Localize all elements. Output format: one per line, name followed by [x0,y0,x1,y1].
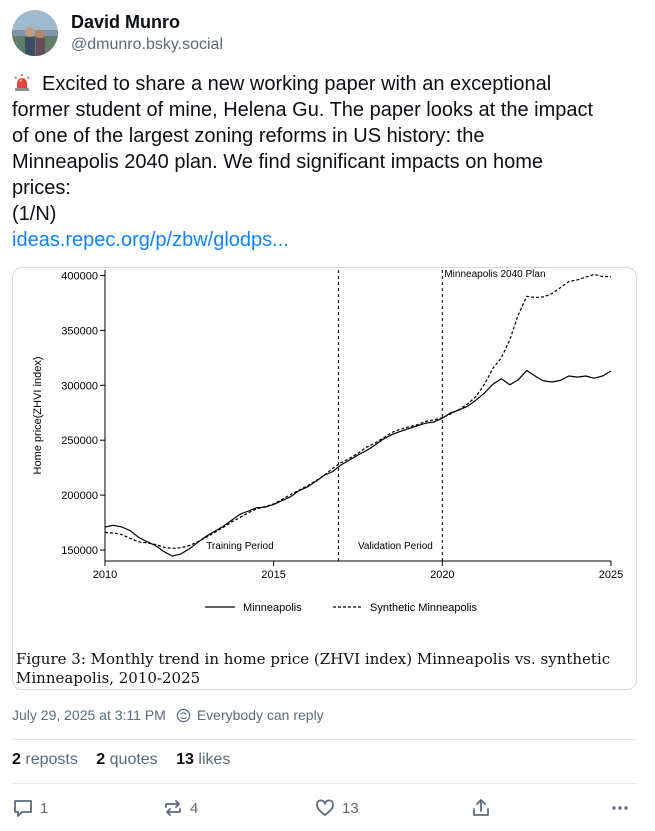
x-tick-label: 2020 [430,569,455,581]
y-tick-label: 300000 [61,380,98,393]
reply-settings-icon [176,708,191,723]
y-axis-label: Home price(ZHVI index) [32,356,44,475]
post-text-line: (1/N) [12,203,57,225]
repost-button[interactable] [162,797,198,819]
avatar[interactable] [12,10,58,56]
post-header [12,10,632,58]
post-timestamp[interactable]: July 29, 2025 at 3:11 PM [12,707,166,723]
share-icon [470,797,492,819]
x-tick-label: 2025 [598,569,624,581]
figure-caption: Figure 3: Monthly trend in home price (ZHVI index) Minneapolis vs. synthetic Minneapolis, 2010-2025 [16,650,611,687]
y-tick-label: 350000 [61,325,98,338]
likes-stat[interactable]: 13 likes [176,751,231,768]
chart-annotation: Minneapolis 2040 Plan [444,269,546,281]
post-text-line: former student of mine, Helena Gu. The paper looks at the impact [12,99,594,121]
author-handle[interactable]: @dmunro.bsky.social [71,36,223,53]
post-text [12,71,637,227]
action-bar [12,797,637,823]
author-name[interactable]: David Munro [71,12,181,32]
post-meta [12,707,324,723]
reply-count: 1 [40,799,49,817]
siren-emoji-icon [12,73,32,93]
repost-icon [162,797,184,819]
paper-link[interactable]: ideas.repec.org/p/zbw/glodps... [12,229,289,251]
more-dots-icon [609,797,631,819]
like-count: 13 [342,799,359,817]
line-chart [13,268,636,648]
post-text-line: Minneapolis 2040 plan. We find significant impacts on home [12,151,544,173]
series-line-minneapolis [105,371,611,557]
legend-label-synthetic: Synthetic Minneapolis [370,602,478,614]
quotes-stat[interactable]: 2 quotes [96,751,158,768]
engagement-stats [12,751,244,769]
heart-icon [314,797,336,819]
y-tick-label: 200000 [61,490,98,503]
avatar-image [12,10,58,56]
post-text-line: prices: [12,177,71,199]
chart-annotation: Training Period [206,541,274,553]
chart-annotation: Validation Period [358,541,433,553]
post-text-line: Excited to share a new working paper with an exceptional [12,71,637,97]
like-button[interactable] [314,797,359,819]
image-embed[interactable] [12,267,637,690]
reply-button[interactable] [12,797,48,819]
y-tick-label: 250000 [61,435,98,448]
more-options-button[interactable] [609,797,631,819]
share-button[interactable] [470,797,492,819]
series-line-synthetic-minneapolis [105,274,611,548]
divider [12,739,637,740]
repost-count: 4 [190,799,199,817]
reply-icon [12,797,34,819]
post-text-line: of one of the largest zoning reforms in US history: the [12,125,485,147]
x-tick-label: 2015 [261,569,286,581]
reposts-stat[interactable]: 2 reposts [12,751,78,768]
reply-settings-label[interactable]: Everybody can reply [196,707,324,723]
legend-label-minneapolis: Minneapolis [243,602,302,614]
y-tick-label: 400000 [61,270,98,283]
divider [12,783,637,784]
y-tick-label: 150000 [61,545,98,558]
x-tick-label: 2010 [92,569,118,581]
